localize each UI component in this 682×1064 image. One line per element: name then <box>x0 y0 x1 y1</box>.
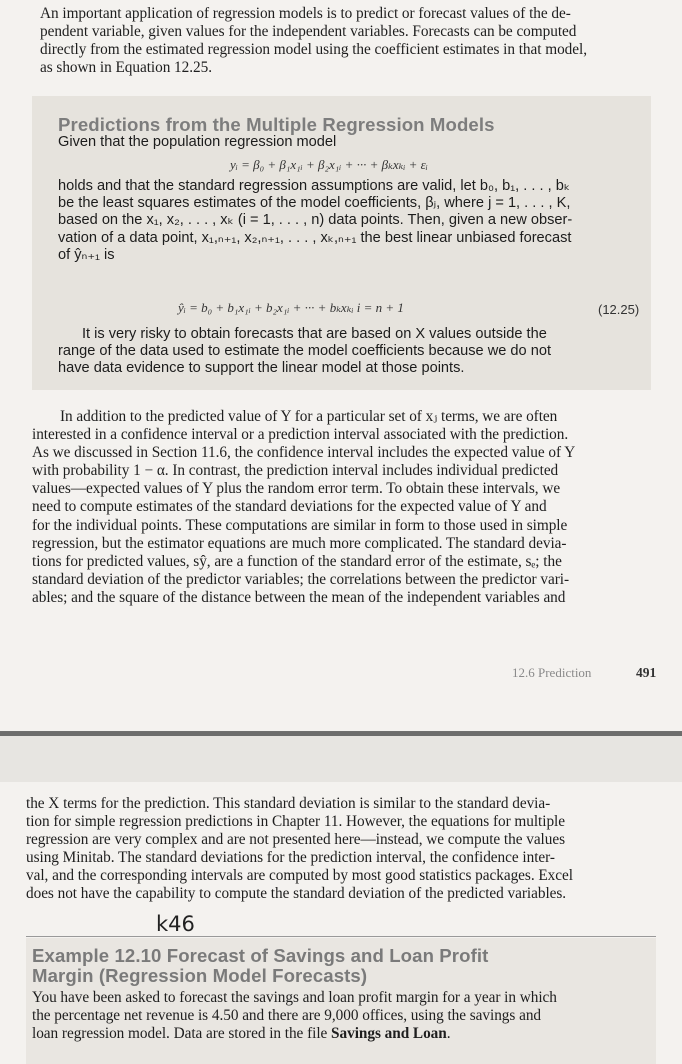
text-line: An important application of regression models is to predict or forecast values of the de- <box>40 5 571 22</box>
example-title <box>32 946 488 985</box>
file-name: Savings and Loan <box>331 1025 447 1043</box>
page-divider <box>0 731 682 736</box>
text-line: In addition to the predicted value of Y for a particular set of xⱼ terms, we are often <box>60 408 558 425</box>
text-line: As we discussed in Section 11.6, the confidence interval includes the expected value of Y <box>32 444 576 462</box>
handwritten-mark: k46 <box>156 912 195 936</box>
forecast-equation: ŷᵢ = b₀ + b₁x₁ᵢ + b₂x₁ᵢ + ··· + bₖxₖᵢ i = n + 1 <box>178 300 404 315</box>
text-line <box>32 1025 652 1043</box>
page-gap <box>0 732 682 782</box>
example-body <box>32 989 652 1043</box>
text-line: ables; and the square of the distance between the mean of the independent variables and <box>32 588 566 606</box>
paragraph-continued <box>26 795 658 904</box>
example-title-line: Example 12.10 Forecast of Savings and Loan Profit <box>32 945 489 966</box>
text-line: vation of a data point, x₁,ₙ₊₁, x₂,ₙ₊₁, . . . , xₖ,ₙ₊₁ the best linear unbiased forecast <box>58 229 572 246</box>
box-given-text: Given that the population regression model <box>58 134 337 150</box>
text-line: tions for predicted values, sŷ, are a function of the standard error of the estimate, sₑ; the <box>32 552 562 570</box>
text-line: You have been asked to forecast the savings and loan profit margin for a year in which <box>32 989 557 1006</box>
text-line: based on the x₁, x₂, . . . , xₖ (i = 1, . . . , n) data points. Then, given a new obser- <box>58 212 573 229</box>
text-line: values—expected values of Y plus the random error term. To obtain these intervals, we <box>32 480 561 498</box>
paragraph-intervals <box>32 408 664 607</box>
text-line: interested in a confidence interval or a prediction interval associated with the prediction. <box>32 426 569 444</box>
text-line: the percentage net revenue is 4.50 and there are 9,000 offices, using the savings and <box>32 1007 542 1025</box>
text-line: val, and the corresponding intervals are computed by most good statistics packages. Excel <box>26 867 573 885</box>
text-line: range of the data used to estimate the model coefficients because we do not <box>58 343 551 360</box>
text-line: have data evidence to support the linear model at those points. <box>58 360 465 377</box>
box-warning <box>58 326 648 378</box>
text-line: with probability 1 − α. In contrast, the prediction interval includes individual predicted <box>32 462 559 480</box>
model-equation: yᵢ = β₀ + β₁x₁ᵢ + β₂x₁ᵢ + ··· + βₖxₖᵢ + εᵢ <box>230 157 428 172</box>
text-line: directly from the estimated regression model using the coefficient estimates in that model, <box>40 41 587 59</box>
text-line: tion for simple regression predictions in Chapter 11. However, the equations for multiple <box>26 813 565 831</box>
text-line: for the individual points. These computations are similar in form to those used in simple <box>32 516 568 534</box>
text-line: holds and that the standard regression assumptions are valid, let b₀, b₁, . . . , bₖ <box>58 178 571 194</box>
text-line: It is very risky to obtain forecasts that are based on X values outside the <box>82 326 547 342</box>
text-line: the X terms for the prediction. This standard deviation is similar to the standard devia- <box>26 795 551 812</box>
example-title-line: Margin (Regression Model Forecasts) <box>32 964 368 986</box>
example-top-rule <box>26 936 656 937</box>
text-line: pendent variable, given values for the independent variables. Forecasts can be computed <box>40 23 577 41</box>
text-line: standard deviation of the predictor variables; the correlations between the predictor vari- <box>32 570 569 588</box>
text-line: does not have the capability to compute the standard deviation of the predicted variables. <box>26 885 567 903</box>
text-line: regression, but the estimator equations are much more complicated. The standard devia- <box>32 534 567 552</box>
text-line: regression are very complex and are not presented here—instead, we compute the values <box>26 831 565 849</box>
text-segment: . <box>446 1025 451 1043</box>
page-number: 491 <box>636 665 657 680</box>
text-line: as shown in Equation 12.25. <box>40 59 213 77</box>
equation-number: (12.25) <box>598 302 640 317</box>
box-title: Predictions from the Multiple Regression Models <box>58 114 495 135</box>
intro-paragraph <box>40 5 672 77</box>
text-segment: loan regression model. Data are stored in the file <box>32 1025 332 1043</box>
text-line: be the least squares estimates of the model coefficients, βⱼ, where j = 1, . . . , K, <box>58 195 571 212</box>
text-line: of ŷₙ₊₁ is <box>58 246 115 263</box>
box-body <box>58 178 648 264</box>
text-line: need to compute estimates of the standard deviations for the expected value of Y and <box>32 498 547 516</box>
text-line: using Minitab. The standard deviations for the prediction interval, the confidence inter- <box>26 849 555 867</box>
running-footer-section: 12.6 Prediction <box>512 665 592 680</box>
